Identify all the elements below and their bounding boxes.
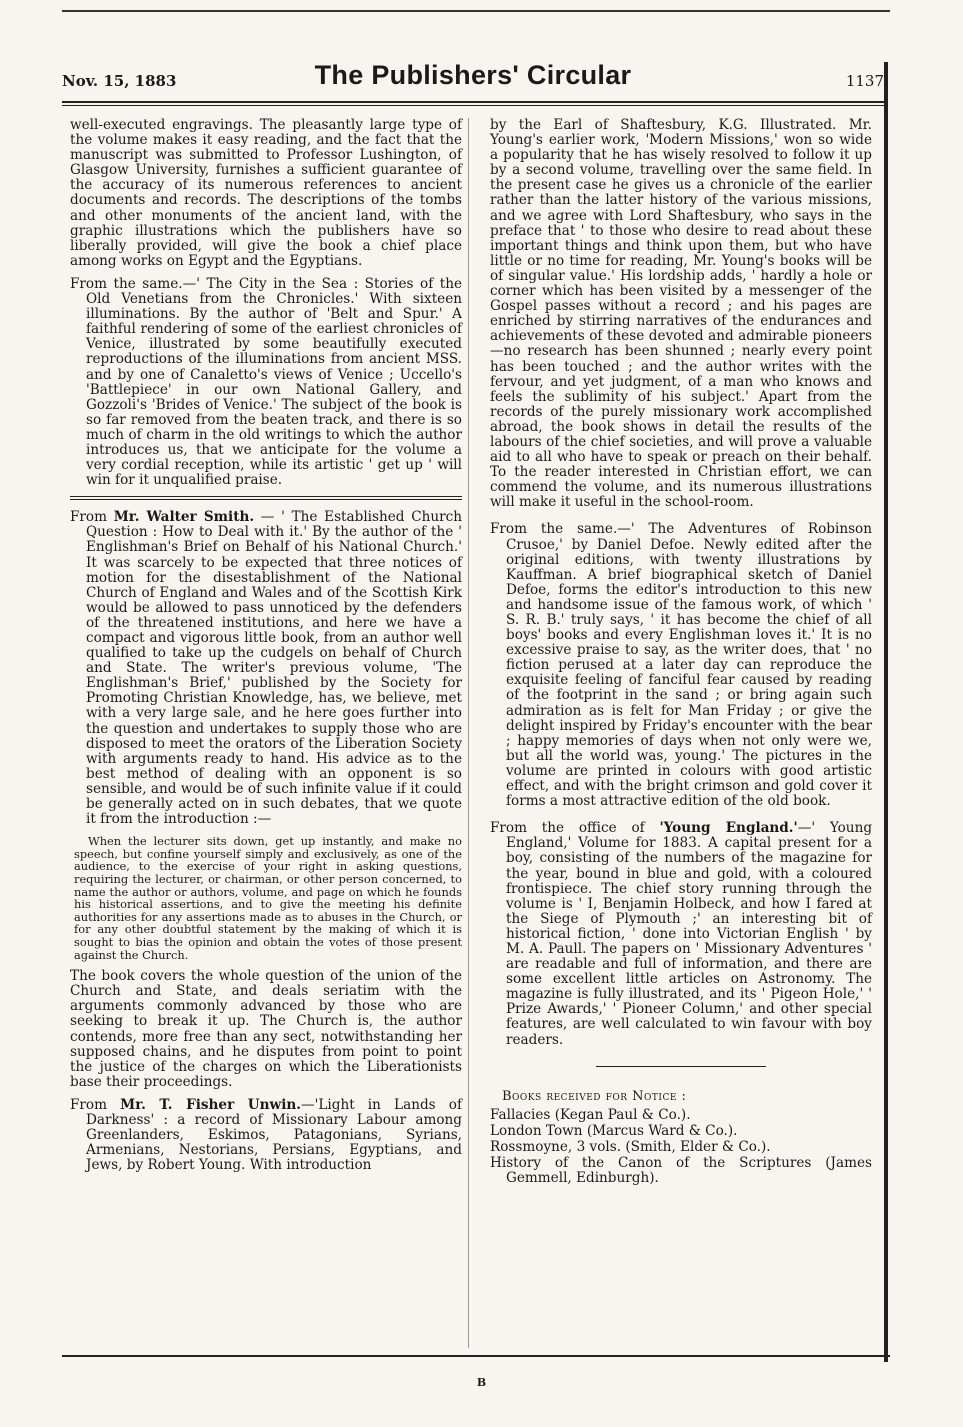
review-text: — ' The Established Church Question : How to Deal with it.' By the author of the ' Englishman's Brief on Behalf of his National Church.' It was scarcely to be expected that three notices of motion for the disestablishment of the National Church of England and Wales and of the Scottish Kirk would be allowed to pass unnoticed by the defenders of the threatened institutions, and here we have a compact and vigorous little book, from an author well qualified to take up the cudgels on behalf of Church and State. The writer's previous volume, 'The Englishman's Brief,' published by the Society for Promoting Christian Knowledge, has, we believe, met with a very large sale, and he here goes further into the question and undertakes to supply those who are disposed to meet the orators of the Liberation Society with arguments ready to hand. His advice as to the best method of dealing with an opponent is so sensible, and would be of such infinite value if it could be generally acted on in such debates, that we quote it from the introduction :— bbox=[86, 509, 462, 828]
right-paragraph-robinson-crusoe: From the same.—' The Adventures of Robinson Crusoe,' by Daniel Defoe. Newly edited after the original editions, with twenty illustrations by Kauffman. A brief biographical sketch of Daniel Defoe, forms the editor's introduction to this new and handsome issue of the famous work, of which ' S. R. B.' truly says, ' it has become the chief of all boys' books and every Englishman loves it.' It is no excessive praise to say, as the writer does, that ' no fiction perused at a later day can reproduce the exquisite feeling of fanciful fear caused by reading of the footprint in the sand ; or bring again such admiration as is felt for Man Friday ; or give the delight inspired by Friday's encounter with the bear ; happy memories of days when not only were we, but all the world was, young.' The pictures in the volume are printed in colours with good artistic effect, and with the bright crimson and gold cover it forms a most attractive edition of the old book. bbox=[490, 521, 872, 810]
review-text: —'Light in Lands of Darkness' : a record of Missionary Labour among Greenlanders, Eskimos, Patagonians, Syrians, Armenians, Nestorians, Persians, Egyptians, and Jews, by Robert Young. With introduction bbox=[86, 1096, 462, 1174]
publisher-name: Mr. T. Fisher Unwin. bbox=[120, 1096, 302, 1113]
bottom-rule bbox=[62, 1355, 890, 1357]
review-text: —' Young England,' Volume for 1883. A capital present for a boy, consisting of the numbers of the magazine for the year, bound in blue and gold, with a coloured frontispiece. The chief story running through the volume is ' I, Benjamin Holbeck, and how I fared at the Siege of Plymouth ;' an interesting bit of historical fiction, ' done into Victorian English ' by M. A. Paull. The papers on ' Missionary Adventures ' are readable and full of information, and there are some excellent little articles on Astronomy. The magazine is fully illustrated, and its ' Pigeon Hole,' ' Prize Awards,' ' Pioneer Column,' and other special features, are well calculated to win favour with boy readers. bbox=[506, 820, 873, 1048]
left-paragraph-walter-smith bbox=[70, 510, 462, 827]
left-column bbox=[70, 118, 462, 1358]
from-label: From bbox=[70, 1096, 108, 1113]
header-rule-thin bbox=[62, 105, 884, 106]
books-received-heading: Books received for Notice : bbox=[502, 1088, 687, 1104]
page-header bbox=[62, 58, 884, 98]
left-paragraph-egypt: well-executed engravings. The pleasantly large type of the volume makes it easy reading, and the fact that the manuscript was submitted to Professor Lushington, of Glasgow University, furnishes a sufficient guarantee of the accuracy of its numerous references to ancient documents and records. The descriptions of the tombs and other monuments of the ancient land, with the graphic illustrations which the publishers have so liberally provided, will give the book a chief place among works on Egypt and the Egyptians. bbox=[70, 117, 462, 269]
header-date: Nov. 15, 1883 bbox=[62, 72, 177, 90]
publisher-name: Mr. Walter Smith. bbox=[113, 509, 255, 526]
left-paragraph-fisher-unwin bbox=[70, 1098, 462, 1173]
column-separator bbox=[468, 118, 469, 1348]
book-item: History of the Canon of the Scriptures (James Gemmell, Edinburgh). bbox=[490, 1155, 872, 1187]
header-rule bbox=[62, 101, 884, 103]
left-paragraph-union: The book covers the whole question of the union of the Church and State, and deals seriatim with the arguments commonly advanced by those who are seeking to break it up. The Church is, the author contends, more free than any sect, notwithstanding her supposed chains, and he disputes from point to point the justice of the charges on which the Liberationists base their proceedings. bbox=[70, 968, 462, 1090]
from-label: From bbox=[70, 509, 108, 526]
right-paragraph-light-in-lands: by the Earl of Shaftesbury, K.G. Illustrated. Mr. Young's earlier work, 'Modern Missions,' won so wide a popularity that he has wisely resolved to follow it up by a second volume, travelling over the same field. In the present case he gives us a chronicle of the earlier rather than the latter history of the various missions, and we agree with Lord Shaftesbury, who says in the preface that ' to those who desire to read about these important things and think upon them, but who have little or no time for reading, Mr. Young's books will be of singular value.' His lordship adds, ' hardly a hole or corner which has been visited by a messenger of the Gospel passes without a record ; and his pages are enriched by stirring narratives of the endurances and achievements of these devoted and admirable pioneers—no research has been shunned ; nearly every point has been touched ; and the author writes with the fervour, and yet judgment, of a man who knows and feels the sublimity of his subject.' Apart from the records of the purely missionary work accomplished abroad, the book shows in detail the results of the labours of the chief societies, and will prove a valuable aid to all who have to speak or preach on their behalf. To the reader interested in Christian effort, we can commend the volume, and its numerous illustrations will make it useful in the school-room. bbox=[490, 117, 872, 511]
right-edge-bar bbox=[884, 62, 888, 1362]
from-label: From the office of bbox=[490, 820, 645, 837]
short-divider bbox=[596, 1066, 766, 1067]
right-column bbox=[490, 118, 872, 1358]
book-item: London Town (Marcus Ward & Co.). bbox=[490, 1122, 738, 1139]
book-item: Rossmoyne, 3 vols. (Smith, Elder & Co.). bbox=[490, 1138, 771, 1155]
section-divider bbox=[70, 496, 462, 500]
publisher-name: 'Young England.' bbox=[659, 820, 798, 837]
book-item: Fallacies (Kegan Paul & Co.). bbox=[490, 1106, 691, 1123]
top-rule bbox=[62, 10, 890, 12]
page-number: 1137 bbox=[845, 72, 884, 90]
block-quote: When the lecturer sits down, get up instantly, and make no speech, but confine yourself simply and exclusively, as one of the audience, to the exercise of your right in asking questions, requiring the lecturer, or chairman, or other person concerned, to name the author or authors, volume, and page on which he founds his historical assertions, and to give the meeting his definite authorities for any assertions made as to abuses in the Church, or for any other doubtful statement by the making of which it is sought to bias the opinion and obtain the votes of those present against the Church. bbox=[74, 834, 462, 962]
header-title: The Publishers' Circular bbox=[314, 60, 632, 90]
left-paragraph-city-in-the-sea: From the same.—' The City in the Sea : Stories of the Old Venetians from the Chronicles.' With sixteen illuminations. By the author of 'Belt and Spur.' A faithful rendering of some of the earliest chronicles of Venice, illustrated by some beautifully executed reproductions of the illuminations from ancient MSS. and by one of Canaletto's views of Venice ; Uccello's 'Battlepiece' in our own National Gallery, and Gozzoli's 'Brides of Venice.' The subject of the book is so far removed from the beaten track, and there is so much of charm in the old writings to which the author introduces us, that we anticipate for the volume a very cordial reception, while its artistic ' get up ' will win for it unqualified praise. bbox=[70, 275, 462, 489]
right-paragraph-young-england bbox=[490, 821, 872, 1047]
signature-mark: B bbox=[476, 1376, 487, 1389]
